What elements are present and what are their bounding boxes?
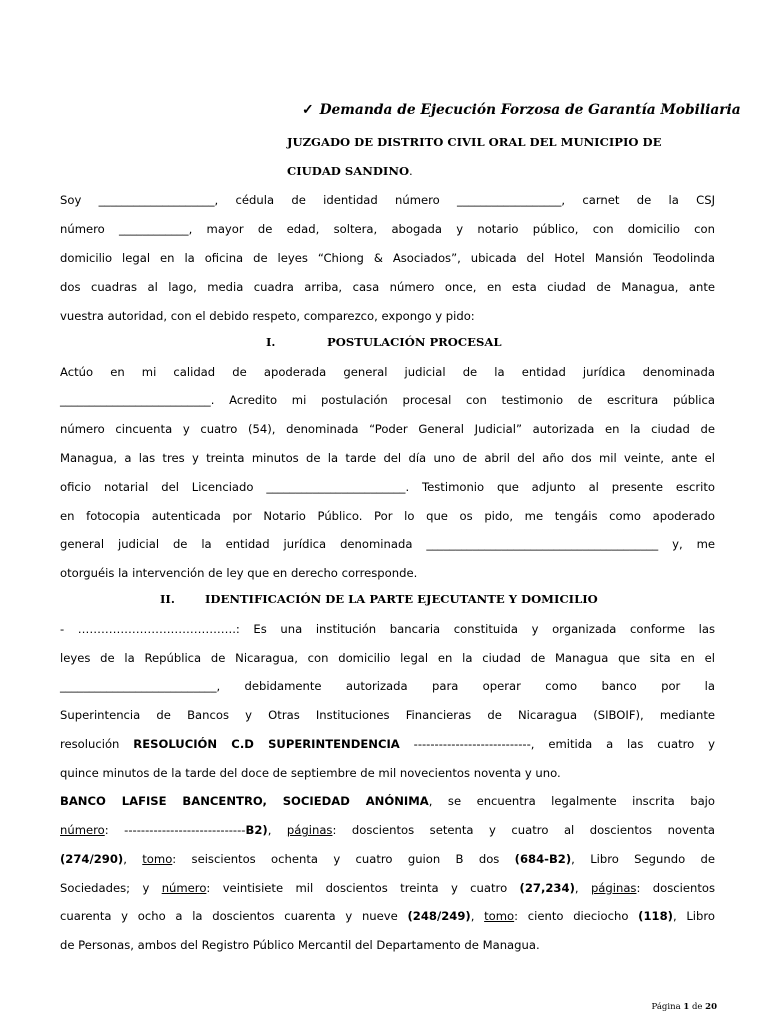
resolution-title: RESOLUCIÓN C.D SUPERINTENDENCIA <box>133 737 400 751</box>
bank-name: BANCO LAFISE BANCENTRO, SOCIEDAD ANÓNIMA <box>60 794 429 808</box>
page-number: Página 1 de 20 <box>651 1002 717 1012</box>
intro-line: número ____________, mayor de edad, soltera, abogada y notario público, con domicilio con <box>60 222 715 236</box>
section-1-line: oficio notarial del Licenciado ________________________. Testimonio que adjunto al presente escrito <box>60 480 715 494</box>
section-1-line: número cincuenta y cuatro (54), denominada “Poder General Judicial” autorizada en la ciudad de <box>60 422 715 436</box>
intro-line: vuestra autoridad, con el debido respeto, comparezco, expongo y pido: <box>60 309 475 323</box>
intro-line: dos cuadras al lago, media cuadra arriba, casa número once, en esta ciudad de Managua, ante <box>60 280 715 294</box>
registry-line: de Personas, ambos del Registro Público Mercantil del Departamento de Managua. <box>60 938 540 952</box>
section-2-number: II. <box>160 592 175 606</box>
section-1-line: en fotocopia autenticada por Notario Público. Por lo que os pido, me tengáis como apoderado <box>60 509 715 523</box>
section-1-line: Managua, a las tres y treinta minutos de la tarde del día uno de abril del año dos mil veinte, ante el <box>60 451 715 465</box>
checkmark-icon: ✓ <box>302 102 314 118</box>
intro-line: domicilio legal en la oficina de leyes “Chiong & Asociados”, ubicada del Hotel Mansión Teodolinda <box>60 251 715 265</box>
section-2-line: Superintencia de Bancos y Otras Instituciones Financieras de Nicaragua (SIBOIF), mediante <box>60 708 715 722</box>
document-title-text: Demanda de Ejecución Forzosa de Garantía Mobiliaria <box>319 102 741 118</box>
section-1-number: I. <box>266 335 276 349</box>
registry-line: Sociedades; y número: veintisiete mil doscientos treinta y cuatro (27,234), páginas: doscientos <box>60 881 716 895</box>
registry-line: cuarenta y ocho a la doscientos cuarenta y nueve (248/249), tomo: ciento dieciocho (118), Libro <box>60 909 715 923</box>
section-1-line: __________________________. Acredito mi postulación procesal con testimonio de escritura pública <box>60 393 715 407</box>
section-1-line: general judicial de la entidad jurídica denominada ________________________________________ y, me <box>60 537 715 551</box>
section-2-line: leyes de la República de Nicaragua, con domicilio legal en la ciudad de Managua que sita en el <box>60 651 715 665</box>
court-name-line-1: JUZGADO DE DISTRITO CIVIL ORAL DEL MUNICIPIO DE <box>287 135 662 149</box>
court-name-line-2 <box>287 164 727 178</box>
section-2-line: ___________________________, debidamente autorizada para operar como banco por la <box>60 679 715 693</box>
court-city: CIUDAD SANDINO <box>287 164 410 178</box>
registry-line: número: -----------------------------B2), páginas: doscientos setenta y cuatro al doscientos noventa <box>60 823 715 837</box>
section-1-title: POSTULACIÓN PROCESAL <box>327 335 502 349</box>
resolution-line: resolución RESOLUCIÓN C.D SUPERINTENDENCIA ----------------------------, emitida a las cuatro y <box>60 737 715 751</box>
section-2-line: - …………………………………..: Es una institución bancaria constituida y organizada conforme las <box>60 622 715 636</box>
court-city-period: . <box>409 164 413 178</box>
section-1-line: Actúo en mi calidad de apoderada general judicial de la entidad jurídica denominada <box>60 365 715 379</box>
section-1-line: otorguéis la intervención de ley que en derecho corresponde. <box>60 566 418 580</box>
document-title <box>302 102 742 118</box>
bank-name-line: BANCO LAFISE BANCENTRO, SOCIEDAD ANÓNIMA, se encuentra legalmente inscrita bajo <box>60 794 715 808</box>
registry-line: (274/290), tomo: seiscientos ochenta y cuatro guion B dos (684-B2), Libro Segundo de <box>60 852 715 866</box>
section-2-title: IDENTIFICACIÓN DE LA PARTE EJECUTANTE Y DOMICILIO <box>205 592 598 606</box>
intro-line: Soy ____________________, cédula de identidad número __________________, carnet de la CSJ <box>60 193 715 207</box>
section-2-line: quince minutos de la tarde del doce de septiembre de mil novecientos noventa y uno. <box>60 766 561 780</box>
